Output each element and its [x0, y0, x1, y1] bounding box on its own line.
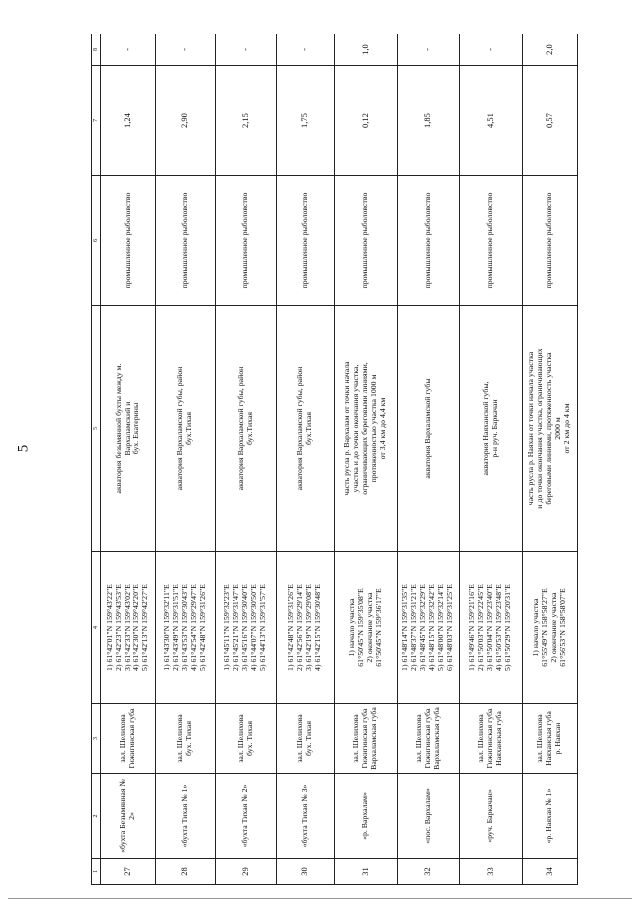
area-name-cell: «р. Вархалам» [334, 774, 397, 859]
description-cell [334, 306, 397, 552]
length-cell: - [101, 34, 155, 66]
region-line: Гижигинская губа [485, 708, 495, 769]
description-line: участка и до точки окончания участка, [351, 364, 361, 493]
coordinate-line: 2) 61°43'49"N 159°31'51"E [170, 584, 180, 671]
coordinate-line: 5) 61°48'00"N 159°32'14"E [436, 584, 446, 671]
description-line: акватория Вархаламской губы, район [295, 366, 305, 491]
coordinate-line: 2) 61°42'23"N 159°43'53"E [113, 584, 123, 671]
region-line: зал. Шелихова [413, 714, 423, 763]
coordinates-cell [397, 552, 460, 704]
coordinate-line: 61°55'49"N 158°58'27"E [539, 588, 549, 667]
region-line: зал. Шелихова [476, 714, 486, 763]
table-row [155, 34, 215, 885]
description-line: акватория Вархаламской губы [422, 378, 432, 479]
table-row [276, 34, 334, 885]
description-line: бух.Тихая [304, 412, 314, 445]
area-name-cell: «бухта Тихая № 1» [155, 774, 215, 859]
area-name-cell: «р. Наяхан № 1» [522, 774, 577, 859]
coordinate-line: 6) 61°48'03"N 159°31'25"E [445, 584, 455, 671]
coordinate-line: 1) 61°42'48"N 159°31'26"E [286, 584, 296, 671]
region-cell [155, 704, 215, 774]
purpose-cell: промышленное рыболовство [460, 176, 523, 306]
coordinate-line: 61°50'45"N 159°35'08"E [355, 588, 365, 667]
length-cell: - [216, 34, 276, 66]
row-number-cell: 31 [334, 859, 397, 885]
area-value-cell: 0,12 [334, 66, 397, 176]
bottom-divider [8, 898, 632, 899]
region-cell [397, 704, 460, 774]
region-line: Гижигинская губа [360, 708, 370, 769]
coordinate-line: 3) 61°50'04"N 159°23'40"E [485, 584, 495, 671]
coordinates-cell [101, 552, 155, 704]
area-value-cell: 2,15 [216, 66, 276, 176]
column-header: 5 [92, 306, 101, 552]
purpose-cell: промышленное рыболовство [101, 176, 155, 306]
coordinate-line: 1) 61°48'14"N 159°31'35"E [400, 584, 410, 671]
coordinate-line: 3) 61°45'16"N 159°30'40"E [240, 584, 250, 671]
description-cell [216, 306, 276, 552]
coordinates-cell [522, 552, 577, 704]
coordinate-line: 4) 61°42'54"N 159°29'47"E [188, 584, 198, 671]
coordinate-line: 1) начало участка [346, 598, 356, 657]
region-cell [101, 704, 155, 774]
area-name-cell: «руч. Баркачан» [460, 774, 523, 859]
row-number-cell: 33 [460, 859, 523, 885]
rotated-table-container [91, 34, 578, 885]
description-line: ограничивающих береговыми линиями, [360, 362, 370, 495]
column-header: 6 [92, 176, 101, 306]
region-line: зал. Шелихова [118, 714, 128, 763]
region-line: Вархаламская губа [369, 707, 379, 770]
coordinate-line: 4) 61°48'15"N 159°32'42"E [427, 584, 437, 671]
region-cell [276, 704, 334, 774]
coordinate-line: 3) 61°42'19"N 159°29'08"E [304, 584, 314, 671]
area-name-cell: «бухта Безымянная № 2» [101, 774, 155, 859]
region-line: Гижигинская губа [126, 708, 136, 769]
row-number-cell: 34 [522, 859, 577, 885]
coordinate-line: 4) 61°50'53"N 159°23'48"E [494, 584, 504, 671]
description-cell [276, 306, 334, 552]
coordinate-line: 2) окончание участка [548, 592, 558, 663]
description-line: и до точки окончания участка, ограничивающих [535, 348, 545, 509]
coordinate-line: 2) 61°45'21"N 159°31'47"E [231, 584, 241, 671]
region-cell [216, 704, 276, 774]
coordinate-line: 2) 61°48'37"N 159°31'21"E [409, 584, 419, 671]
description-cell [155, 306, 215, 552]
region-line: зал. Шелихова [175, 714, 185, 763]
area-value-cell: 2,90 [155, 66, 215, 176]
description-line: акватория Вархаламской губы, район [175, 366, 185, 491]
area-value-cell: 4,51 [460, 66, 523, 176]
area-name-cell: «бухта Тихая № 3» [276, 774, 334, 859]
region-line: Гижигинская губа [422, 708, 432, 769]
purpose-cell: промышленное рыболовство [522, 176, 577, 306]
region-line: Наяханская губа [494, 711, 504, 766]
coordinate-line: 4) 61°42'15"N 159°30'48"E [313, 584, 323, 671]
coordinate-line: 2) окончание участка [364, 592, 374, 663]
region-line: бух. Тихая [184, 721, 194, 756]
description-cell [522, 306, 577, 552]
region-line: зал. Шелихова [295, 714, 305, 763]
area-name-cell: «пос. Вархалам» [397, 774, 460, 859]
table-row [522, 34, 577, 885]
column-number-row [92, 34, 101, 885]
region-line: зал. Шелихова [235, 714, 245, 763]
region-line: р. Наяхан [553, 722, 563, 755]
description-line: акватория Наяханской губы, [480, 381, 490, 476]
description-line: р-н руч. Баркачан [489, 399, 499, 458]
table-row [216, 34, 276, 885]
length-cell: - [155, 34, 215, 66]
area-value-cell: 0,57 [522, 66, 577, 176]
coordinate-line: 1) 61°42'01"N 159°43'22"E [104, 584, 114, 671]
coordinates-cell [334, 552, 397, 704]
description-line: акватория безымянной бухты между м. [113, 363, 123, 494]
region-cell [522, 704, 577, 774]
row-number-cell: 28 [155, 859, 215, 885]
row-number-cell: 27 [101, 859, 155, 885]
column-header: 1 [92, 859, 101, 885]
region-line: бух. Тихая [244, 721, 254, 756]
coordinate-line: 2) 61°50'03"N 159°22'45"E [476, 584, 486, 671]
description-line: от 3,4 км до 4,4 км [378, 397, 388, 460]
table-row [334, 34, 397, 885]
length-cell: - [276, 34, 334, 66]
coordinate-line: 3) 61°42'33"N 159°43'02"E [122, 584, 132, 671]
description-line: от 2 км до 4 км [562, 403, 572, 454]
purpose-cell: промышленное рыболовство [276, 176, 334, 306]
coordinate-line: 4) 61°44'07"N 159°30'50"E [249, 584, 259, 671]
column-header: 7 [92, 66, 101, 176]
length-cell: 2,0 [522, 34, 577, 66]
coordinates-cell [216, 552, 276, 704]
coordinate-line: 1) 61°43'30"N 159°32'11"E [161, 584, 171, 671]
coordinate-line: 4) 61°42'30"N 159°42'20"E [131, 584, 141, 671]
description-line: береговыми линиями, протяженность участка [544, 352, 554, 505]
description-line: 2000 м [553, 417, 563, 440]
table-row [460, 34, 523, 885]
description-line: бух. Екатерины [131, 402, 141, 455]
length-cell: - [397, 34, 460, 66]
region-line: Наяханская губа [544, 711, 554, 766]
description-line: часть русла р. Наяхан от точки начала участка [526, 351, 536, 506]
description-line: акватория Вархаламской губы, район [235, 366, 245, 491]
description-line: бух.Тихая [244, 412, 254, 445]
area-name-cell: «бухта Тихая № 2» [216, 774, 276, 859]
region-cell [334, 704, 397, 774]
coordinate-line: 1) 61°49'46"N 159°21'16"E [467, 584, 477, 671]
description-cell [101, 306, 155, 552]
purpose-cell: промышленное рыболовство [334, 176, 397, 306]
description-line: протяженностью участка 1000 м [369, 374, 379, 483]
region-cell [460, 704, 523, 774]
coordinate-line: 2) 61°42'56"N 159°29'14"E [295, 584, 305, 671]
coordinate-line: 3) 61°43'53"N 159°30'43"E [179, 584, 189, 671]
area-value-cell: 1,85 [397, 66, 460, 176]
description-line: Вархаламский и [122, 401, 132, 456]
column-header: 8 [92, 34, 101, 66]
coordinate-line: 1) 61°45'11"N 159°32'23"E [222, 584, 232, 671]
description-line: часть русла р. Вархалам от точки начала [342, 361, 352, 496]
row-number-cell: 30 [276, 859, 334, 885]
region-line: бух. Тихая [304, 721, 314, 756]
area-value-cell: 1,75 [276, 66, 334, 176]
coordinates-cell [155, 552, 215, 704]
table-row [101, 34, 155, 885]
coordinate-line: 5) 61°50'29"N 159°20'31"E [503, 584, 513, 671]
table-row [397, 34, 460, 885]
row-number-cell: 29 [216, 859, 276, 885]
coordinate-line: 1) начало участка [530, 598, 540, 657]
coordinate-line: 3) 61°48'45"N 159°32'29"E [418, 584, 428, 671]
coordinate-line: 61°56'53"N 158°58'07"E [557, 588, 567, 667]
row-number-cell: 32 [397, 859, 460, 885]
length-cell: 1,0 [334, 34, 397, 66]
column-header: 2 [92, 774, 101, 859]
region-line: зал. Шелихова [535, 714, 545, 763]
coordinate-line: 5) 61°44'13"N 159°31'57"E [258, 584, 268, 671]
coordinate-line: 5) 61°42'48"N 159°31'26"E [197, 584, 207, 671]
page-number: 5 [15, 444, 32, 453]
purpose-cell: промышленное рыболовство [397, 176, 460, 306]
description-cell [397, 306, 460, 552]
region-line: зал. Шелихова [351, 714, 361, 763]
purpose-cell: промышленное рыболовство [216, 176, 276, 306]
fishing-areas-table [91, 34, 578, 885]
description-cell [460, 306, 523, 552]
coordinates-cell [460, 552, 523, 704]
area-value-cell: 1,24 [101, 66, 155, 176]
purpose-cell: промышленное рыболовство [155, 176, 215, 306]
coordinate-line: 61°50'45"N 159°36'17"E [373, 588, 383, 667]
region-line: Вархаламская губа [431, 707, 441, 770]
coordinate-line: 5) 61°42'13"N 159°42'27"E [140, 584, 150, 671]
description-line: бух.Тихая [184, 412, 194, 445]
column-header: 3 [92, 704, 101, 774]
length-cell: - [460, 34, 523, 66]
coordinates-cell [276, 552, 334, 704]
column-header: 4 [92, 552, 101, 704]
